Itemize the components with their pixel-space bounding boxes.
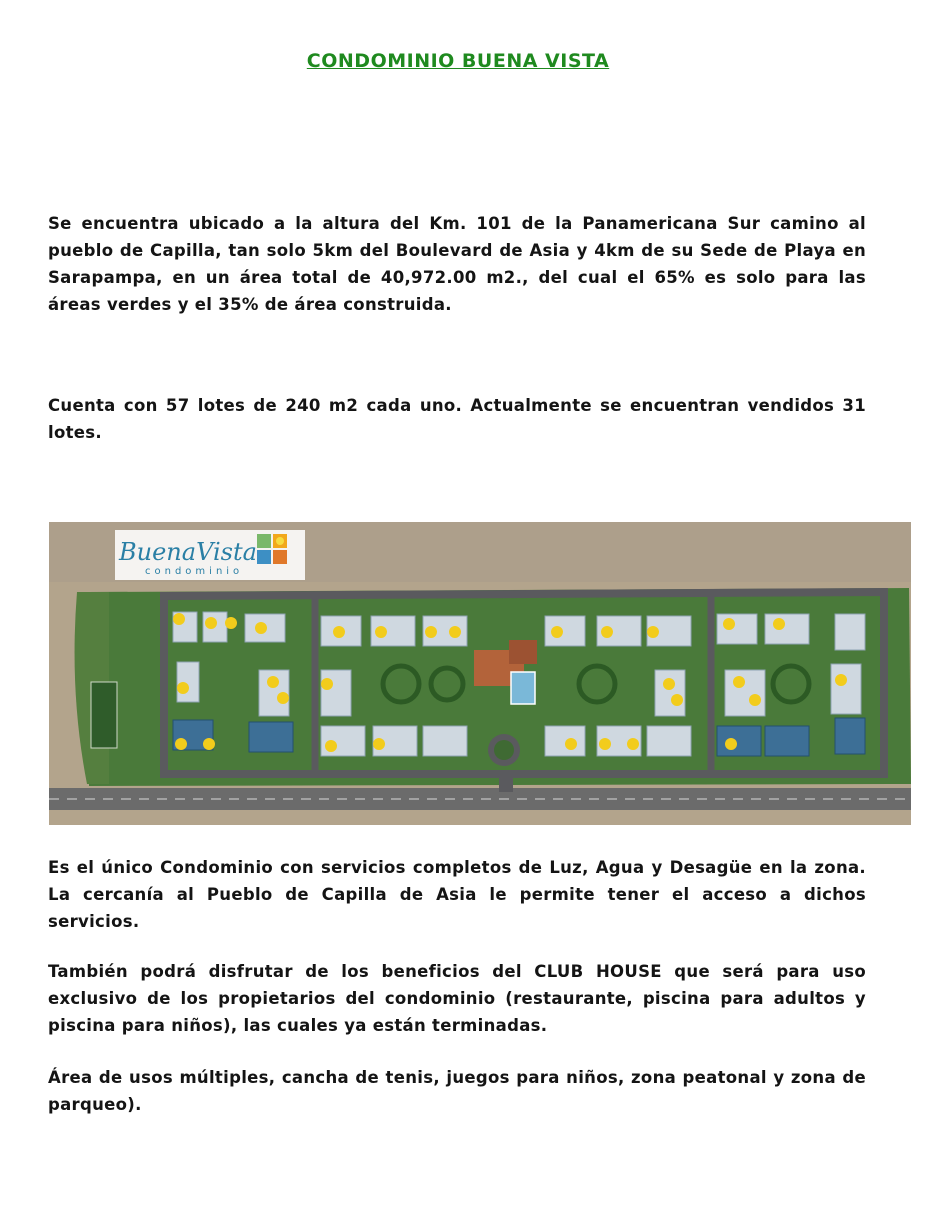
services-paragraph: Es el único Condominio con servicios completos de Luz, Agua y Desagüe en la zona. La cercanía al Pueblo de Capilla de Asia le permite tener el acceso a dichos servicios. <box>48 858 866 931</box>
buenavista-logo <box>115 530 305 580</box>
logo-main-text: BuenaVista <box>119 538 257 566</box>
pool <box>511 672 535 704</box>
amenities-paragraph: Área de usos múltiples, cancha de tenis, juegos para niños, zona peatonal y zona de parqueo). <box>48 1068 866 1114</box>
location-paragraph: Se encuentra ubicado a la altura del Km. 101 de la Panamericana Sur camino al pueblo de Capilla, tan solo 5km del Boulevard de Asia y 4km de su Sede de Playa en Sarapampa, en un área total de 40,972.00 m2., del cual el 65% es solo para las áreas verdes y el 35% de área construida. <box>48 214 866 314</box>
page-title: CONDOMINIO BUENA VISTA <box>306 50 610 72</box>
site-plan-image <box>49 522 911 825</box>
tennis-court <box>91 682 117 748</box>
logo-sub-text: condominio <box>145 566 244 577</box>
lots-paragraph: Cuenta con 57 lotes de 240 m2 cada uno. Actualmente se encuentran vendidos 31 lotes. <box>48 396 866 442</box>
club-house-paragraph: También podrá disfrutar de los beneficios del CLUB HOUSE que será para uso exclusivo de los propietarios del condominio (restaurante, piscina para adultos y piscina para niños), las cuales ya están terminadas. <box>48 962 866 1035</box>
